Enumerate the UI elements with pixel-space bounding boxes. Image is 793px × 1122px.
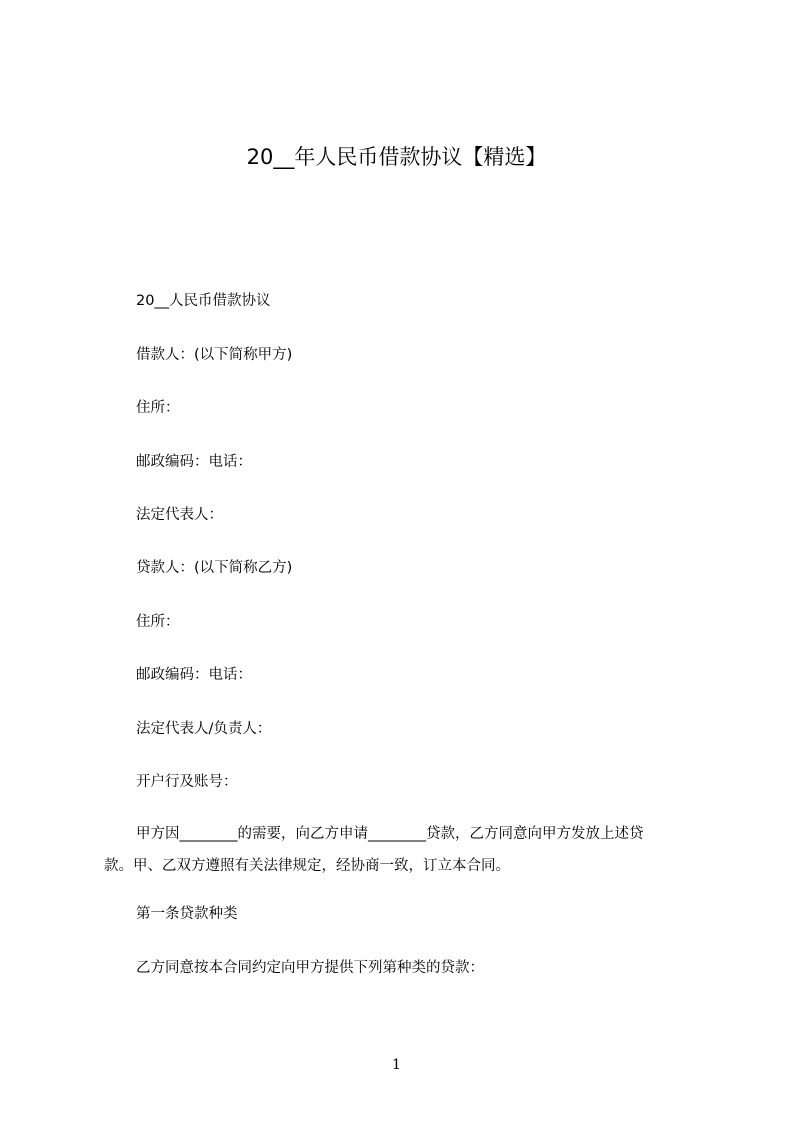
borrower-line: 借款人：(以下简称甲方) xyxy=(136,347,293,363)
intro-paragraph-line-1: 甲方因________的需要，向乙方申请________贷款，乙方同意向甲方发放上述贷 xyxy=(136,826,644,842)
bank-account-line: 开户行及账号： xyxy=(136,774,238,790)
lender-legal-representative-line: 法定代表人/负责人： xyxy=(136,721,272,737)
intro-paragraph-line-2: 款。甲、乙双方遵照有关法律规定，经协商一致，订立本合同。 xyxy=(104,858,510,874)
article-1-text: 乙方同意按本合同约定向甲方提供下列第种类的贷款： xyxy=(136,960,484,976)
borrower-postcode-phone-line: 邮政编码：电话： xyxy=(136,454,252,470)
article-1-heading: 第一条贷款种类 xyxy=(136,906,238,922)
lender-line: 贷款人：(以下简称乙方) xyxy=(136,560,293,576)
lender-address-line: 住所： xyxy=(136,614,180,630)
borrower-address-line: 住所： xyxy=(136,400,180,416)
lender-postcode-phone-line: 邮政编码：电话： xyxy=(136,667,252,683)
page-number: 1 xyxy=(392,1057,401,1073)
agreement-heading: 20__人民币借款协议 xyxy=(136,293,271,309)
borrower-legal-representative-line: 法定代表人： xyxy=(136,507,223,523)
document-title: 20__年人民币借款协议【精选】 xyxy=(246,145,547,169)
intro-paragraph xyxy=(104,818,704,882)
